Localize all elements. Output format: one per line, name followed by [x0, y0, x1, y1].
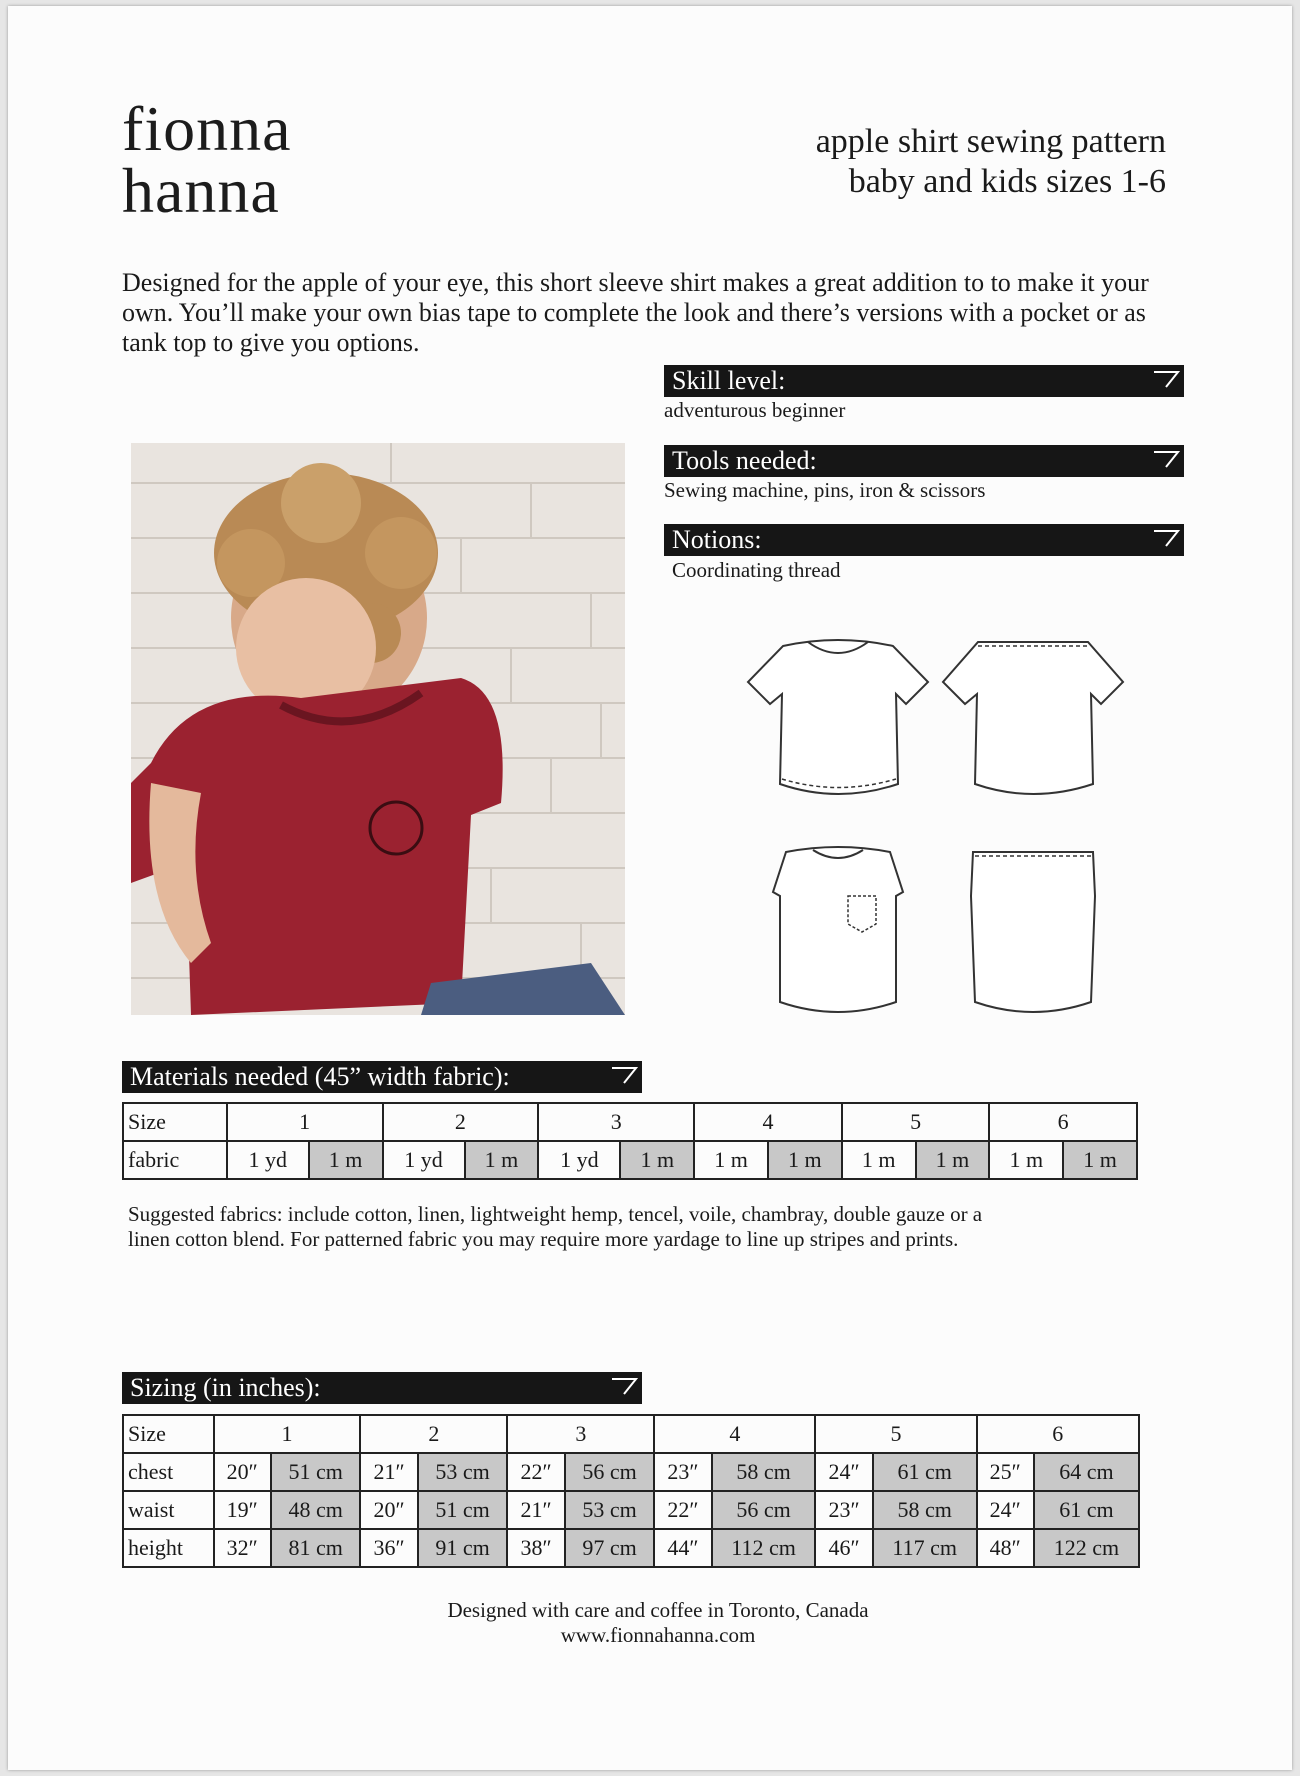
yardage-cell: 1 yd [538, 1141, 620, 1179]
cm-cell: 61 cm [873, 1453, 977, 1491]
fabric-label: fabric [123, 1141, 227, 1179]
inch-cell: 22″ [507, 1453, 564, 1491]
cm-cell: 56 cm [712, 1491, 816, 1529]
cm-cell: 81 cm [271, 1529, 361, 1567]
pocket-sketch-icon [758, 844, 918, 1022]
footer [308, 1598, 1008, 1648]
front-sketch-icon [738, 634, 938, 806]
cm-cell: 51 cm [271, 1453, 361, 1491]
intro-text: Designed for the apple of your eye, this short sleeve shirt makes a great addition to to make it your own. You’ll make your own bias tape to complete the look and there’s versions with a pocket or as tank top to give you options. [122, 268, 1149, 357]
inch-cell: 22″ [654, 1491, 711, 1529]
cm-cell: 97 cm [565, 1529, 655, 1567]
cm-cell: 61 cm [1034, 1491, 1139, 1529]
cm-cell: 56 cm [565, 1453, 655, 1491]
size-2: 2 [383, 1103, 539, 1141]
cm-cell: 53 cm [565, 1491, 655, 1529]
size-4: 4 [694, 1103, 842, 1141]
metric-cell: 1 m [768, 1141, 842, 1179]
inch-cell: 38″ [507, 1529, 564, 1567]
size-6: 6 [989, 1103, 1137, 1141]
metric-cell: 1 m [465, 1141, 539, 1179]
notions-value: Coordinating thread [672, 558, 841, 582]
size-1: 1 [214, 1415, 361, 1453]
cm-cell: 122 cm [1034, 1529, 1139, 1567]
inch-cell: 32″ [214, 1529, 271, 1567]
banner-flag-icon [610, 1065, 638, 1087]
tank-sketch-icon [953, 844, 1113, 1022]
size-5: 5 [842, 1103, 990, 1141]
notions-label: Notions: [672, 525, 762, 554]
brand-line-2: hanna [122, 155, 280, 226]
cm-cell: 91 cm [418, 1529, 508, 1567]
skill-level-label: Skill level: [672, 366, 786, 395]
inch-cell: 20″ [360, 1491, 417, 1529]
size-4: 4 [654, 1415, 815, 1453]
skill-level-value: adventurous beginner [664, 398, 846, 422]
cm-cell: 53 cm [418, 1453, 508, 1491]
metric-cell: 1 m [620, 1141, 694, 1179]
banner-flag-icon [1152, 369, 1180, 391]
cm-cell: 51 cm [418, 1491, 508, 1529]
materials-banner [122, 1061, 642, 1093]
table-row [123, 1141, 1137, 1179]
footer-website-link[interactable]: www.fionnahanna.com [560, 1623, 756, 1647]
pattern-page [8, 6, 1292, 1770]
sizing-banner [122, 1372, 642, 1404]
size-3: 3 [507, 1415, 654, 1453]
size-1: 1 [227, 1103, 383, 1141]
materials-table [122, 1102, 1138, 1180]
inch-cell: 24″ [977, 1491, 1034, 1529]
footer-tagline: Designed with care and coffee in Toronto, Canada [447, 1598, 869, 1622]
brand-logo [122, 93, 292, 226]
banner-flag-icon [1152, 528, 1180, 550]
inch-cell: 23″ [654, 1453, 711, 1491]
cm-cell: 112 cm [712, 1529, 816, 1567]
banner-flag-icon [610, 1376, 638, 1398]
fabric-note: Suggested fabrics: include cotton, linen, lightweight hemp, tencel, voile, chambray, double gauze or a linen cotton blend. For patterned fabric you may require more yardage to line up stripes and prints. [128, 1202, 983, 1251]
inch-cell: 25″ [977, 1453, 1034, 1491]
chest-label: chest [123, 1453, 214, 1491]
size-2: 2 [360, 1415, 507, 1453]
size-6: 6 [977, 1415, 1139, 1453]
skill-level-banner [664, 365, 1184, 397]
inch-cell: 23″ [815, 1491, 872, 1529]
yardage-cell: 1 m [694, 1141, 768, 1179]
table-row [123, 1415, 1139, 1453]
waist-label: waist [123, 1491, 214, 1529]
inch-cell: 24″ [815, 1453, 872, 1491]
sizing-table [122, 1414, 1140, 1568]
inch-cell: 19″ [214, 1491, 271, 1529]
yardage-cell: 1 yd [227, 1141, 309, 1179]
cm-cell: 58 cm [873, 1491, 977, 1529]
inch-cell: 46″ [815, 1529, 872, 1567]
pattern-title [816, 122, 1166, 202]
sizing-label: Sizing (in inches): [130, 1373, 321, 1402]
cm-cell: 58 cm [712, 1453, 816, 1491]
size-3: 3 [538, 1103, 694, 1141]
cm-cell: 48 cm [271, 1491, 361, 1529]
tools-value: Sewing machine, pins, iron & scissors [664, 478, 986, 502]
back-sketch-icon [933, 634, 1133, 806]
yardage-cell: 1 yd [383, 1141, 465, 1179]
inch-cell: 21″ [360, 1453, 417, 1491]
materials-label: Materials needed (45” width fabric): [130, 1062, 510, 1091]
brand-line-1: fionna [122, 93, 292, 164]
table-row [123, 1491, 1139, 1529]
child-photo [131, 443, 625, 1015]
inch-cell: 20″ [214, 1453, 271, 1491]
size-header: Size [123, 1415, 214, 1453]
inch-cell: 48″ [977, 1529, 1034, 1567]
tools-banner [664, 445, 1184, 477]
yardage-cell: 1 m [842, 1141, 916, 1179]
table-row [123, 1453, 1139, 1491]
metric-cell: 1 m [916, 1141, 990, 1179]
cm-cell: 117 cm [873, 1529, 977, 1567]
notions-banner [664, 524, 1184, 556]
inch-cell: 21″ [507, 1491, 564, 1529]
yardage-cell: 1 m [989, 1141, 1063, 1179]
metric-cell: 1 m [309, 1141, 383, 1179]
height-label: height [123, 1529, 214, 1567]
inch-cell: 44″ [654, 1529, 711, 1567]
tools-label: Tools needed: [672, 446, 817, 475]
table-row [123, 1529, 1139, 1567]
banner-flag-icon [1152, 449, 1180, 471]
size-header: Size [123, 1103, 227, 1141]
title-line-1: apple shirt sewing pattern [815, 123, 1166, 160]
title-line-2: baby and kids sizes 1-6 [848, 163, 1166, 200]
inch-cell: 36″ [360, 1529, 417, 1567]
metric-cell: 1 m [1063, 1141, 1137, 1179]
size-5: 5 [815, 1415, 976, 1453]
cm-cell: 64 cm [1034, 1453, 1139, 1491]
table-row [123, 1103, 1137, 1141]
